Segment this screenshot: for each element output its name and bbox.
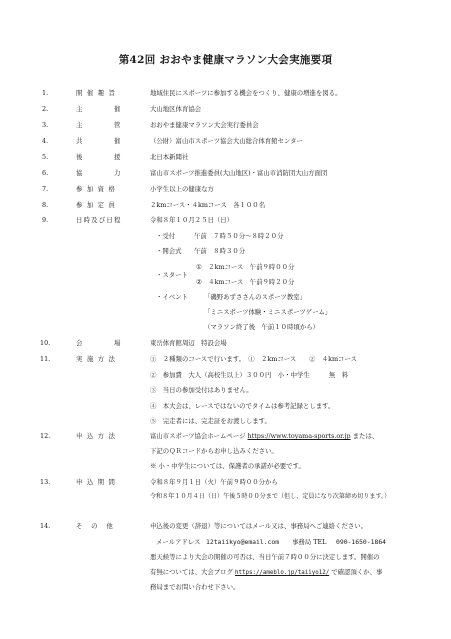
office-tel: 090-1650-1864	[336, 538, 387, 546]
page-title: 第42回 おおやま健康マラソン大会実施要項	[118, 54, 333, 66]
item-label: 参 加 定 員	[76, 201, 117, 209]
item-value: 大山地区体育協会	[150, 105, 202, 113]
item-value: ③ 当日の参加受付はありません。	[150, 386, 253, 394]
item-number: 11.	[40, 355, 51, 363]
item-label: 開 催 趣 旨	[76, 89, 117, 97]
apply-text: 富山市スポーツ協会ホームページ	[150, 432, 246, 440]
schedule-value: 午前 ７時５０分～８時２０分	[194, 232, 284, 240]
email-label: メールアドレス	[156, 538, 201, 546]
item-value: ① ２種類のコースで行います。 ① ２kmコース ② ４kmコース	[150, 355, 357, 363]
schedule-value: ② ４kmコース 午前９時２０分	[196, 278, 295, 286]
sports-association-link[interactable]: https://www.toyama-sports.or.jp	[247, 432, 351, 440]
item-label: そ の 他	[76, 522, 114, 530]
item-number: 4.	[42, 137, 49, 145]
item-value: ② 参加費 大人（高校生以上）３００円 小・中学生 無 料	[150, 371, 349, 379]
item-number: 6.	[42, 169, 49, 177]
item-number: 3.	[42, 121, 49, 129]
blog-text: 有無については、大会ブログ	[150, 568, 233, 576]
item-value: 令和８年１０月４日（日）午後５時００分まで（但し、定員になり次第締め切ります。）	[150, 493, 391, 500]
item-value: 令和８年９月１日（火）午前９時００分から	[150, 478, 278, 486]
schedule-value: （マラソン終了後 午前１０時頃から）	[204, 323, 320, 331]
item-value: 下記のＱＲコードからお申し込みください。	[150, 447, 278, 455]
item-label: 共 催	[76, 137, 122, 145]
item-label: 主 管	[76, 121, 122, 129]
schedule-value: 「ミニスポーツ体験・ミニスポーツゲーム」	[204, 308, 332, 316]
item-label: 申 込 期 間	[76, 478, 117, 486]
item-value: ④ 本大会は、レースではないのでタイムは参考記録とします。	[150, 402, 335, 410]
item-number: 5.	[42, 153, 49, 161]
blog-text-tail: で確認頂くか、事	[331, 568, 383, 576]
item-value	[150, 432, 378, 440]
item-number: 2.	[42, 105, 49, 113]
item-number: 8.	[42, 201, 49, 209]
item-label: 後 援	[76, 153, 122, 161]
schedule-value: 「磯野あずささんのスポーツ教室」	[204, 293, 306, 301]
schedule-label: ・スタート	[156, 271, 188, 279]
schedule-value: 午前 ８時３０分	[194, 247, 246, 255]
item-label: 参 加 資 格	[76, 185, 117, 193]
item-value: 地域住民にスポーツに参加する機会をつくり、健康の増進を図る。	[150, 89, 342, 97]
item-number: 13.	[40, 478, 51, 486]
item-label: 日時及び日程	[76, 216, 122, 224]
item-number: 1.	[42, 89, 49, 97]
schedule-label: ・イベント	[156, 293, 188, 301]
item-value: 務局までお問い合わせ下さい。	[150, 583, 240, 591]
office-label: 事務局 TEL	[292, 538, 327, 546]
item-value: 北日本新聞社	[150, 153, 189, 161]
blog-link[interactable]: https://ameblo.jp/taiiyo12/	[235, 570, 330, 576]
item-value: 悪天候等により大会の開催の可否は、当日午前７時００分に決定します。開催の	[150, 553, 380, 561]
item-value: （公財）富山市スポーツ協会大山総合体育館センター	[150, 137, 303, 145]
schedule-label: ・受付	[156, 232, 176, 240]
item-number: 7.	[42, 185, 49, 193]
item-label: 会 場	[76, 339, 122, 347]
item-value: 富山市スポーツ推進委員(大山地区)・富山市消防団大山方面団	[150, 169, 328, 177]
item-value: 小学生以上の健康な方	[150, 185, 214, 193]
item-label: 申 込 方 法	[76, 432, 117, 440]
item-value: 申込後の変更（辞退）等についてはメール又は、事務局へご連絡ください。	[150, 522, 368, 530]
item-label: 主 催	[76, 105, 122, 113]
item-label: 実 施 方 法	[76, 355, 117, 363]
item-value: ⑤ 完走者には、完走証をお渡しします。	[150, 417, 271, 425]
schedule-label: ・開会式	[156, 247, 182, 255]
item-value	[150, 568, 382, 577]
item-number: 10.	[40, 339, 51, 347]
email-link[interactable]: 12taiikyo@email.com	[206, 538, 280, 546]
item-value: 令和８年１０月２５日（日）	[150, 216, 234, 224]
item-number: 9.	[42, 216, 49, 224]
item-number: 14.	[40, 522, 51, 530]
item-value: ２kmコース・４kmコース 各１００名	[150, 201, 266, 209]
apply-text-tail: または、	[352, 432, 379, 440]
item-number: 12.	[40, 432, 51, 440]
item-note: ※ 小・中学生については、保護者の承諾が必要です。	[150, 462, 305, 470]
item-value: 東岳体育館周辺 特設会場	[150, 339, 227, 347]
item-value: おおやま健康マラソン大会実行委員会	[150, 121, 259, 129]
item-label: 協 力	[76, 169, 122, 177]
schedule-value: ① ２kmコース 午前９時００分	[196, 263, 295, 271]
